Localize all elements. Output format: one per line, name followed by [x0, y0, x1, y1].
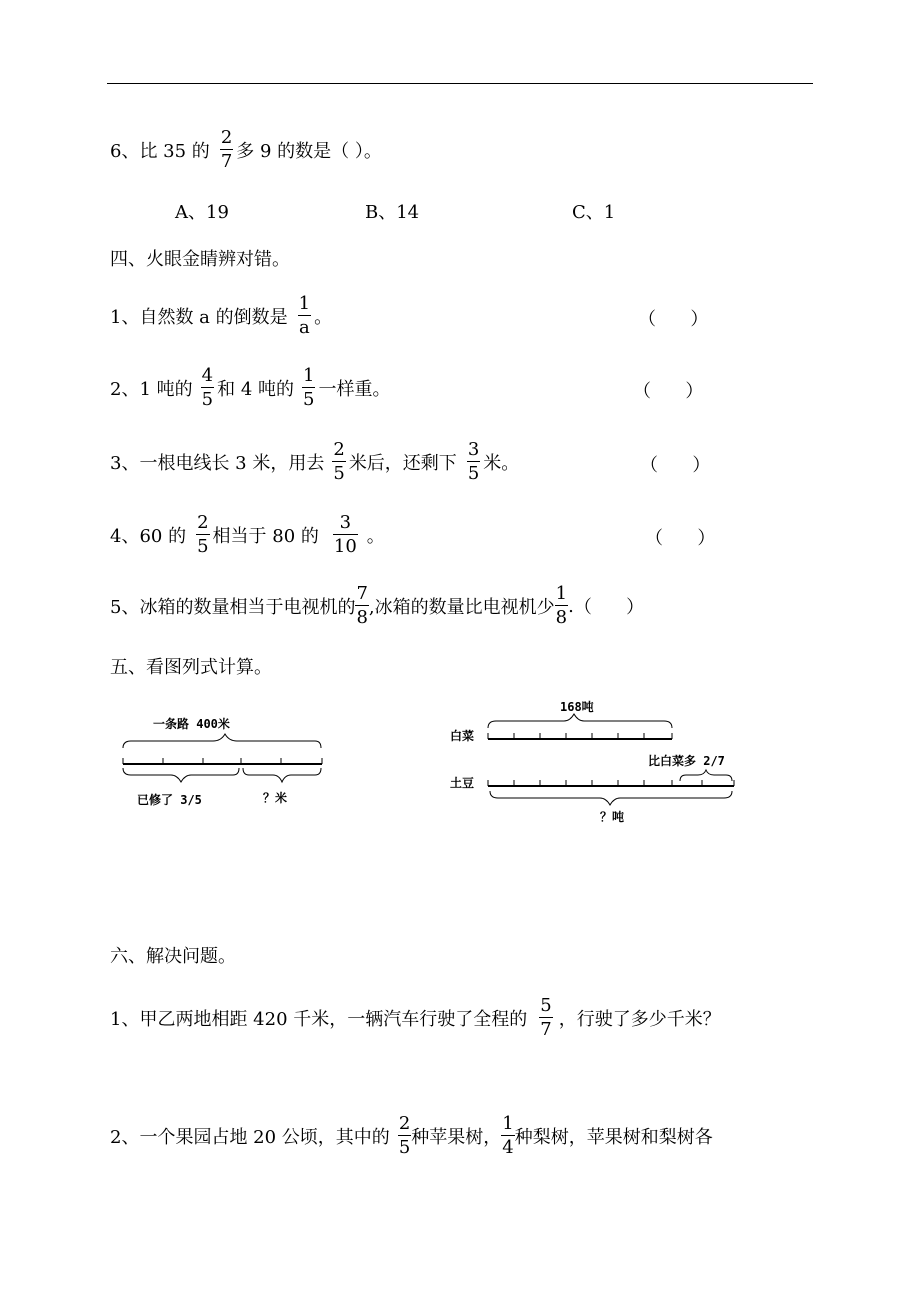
potato-row-label: 土豆	[450, 776, 475, 790]
road-remaining-label: ？米	[263, 791, 288, 805]
road-right-brace	[243, 768, 321, 782]
s4-5-text-b: ,冰箱的数量比电视机少	[368, 597, 555, 618]
s4-item-2	[110, 365, 391, 410]
s4-4-answer-paren: （ ）	[645, 528, 716, 549]
s4-2-frac2-num: 1	[303, 365, 315, 386]
s4-4-frac1-den: 5	[197, 536, 209, 557]
s4-item-4	[110, 512, 385, 557]
s6-2-text-b: 种苹果树，	[411, 1127, 502, 1148]
section-5-title: 五、看图列式计算。	[110, 657, 272, 678]
s4-1-frac-num: 1	[298, 293, 311, 314]
s4-4-text-c: 。	[366, 526, 385, 547]
s4-3-frac1-den: 5	[333, 463, 345, 484]
s4-5-frac1-num: 7	[356, 583, 368, 604]
s6-2-frac2-num: 1	[502, 1113, 514, 1134]
s4-1-frac-den: a	[299, 317, 310, 338]
road-repaired-label: 已修了 3/5	[137, 793, 202, 807]
s4-2-fraction-1	[201, 367, 214, 409]
s6-question-2	[110, 1113, 713, 1158]
road-left-brace	[123, 768, 239, 782]
q6-option-a: A、19	[175, 202, 229, 223]
s6-2-text-a: 2、一个果园占地 20 公顷，其中的	[110, 1127, 390, 1148]
s4-4-fraction-2	[333, 514, 358, 556]
s4-2-frac1-den: 5	[201, 389, 214, 410]
q6-text-post: 多 9 的数是（ ）。	[236, 141, 382, 162]
s4-3-answer-paren: （ ）	[640, 455, 711, 476]
s4-4-frac2-num: 3	[339, 512, 352, 533]
s6-2-fraction-1	[398, 1115, 411, 1157]
s4-4-frac1-num: 2	[197, 512, 209, 533]
diagram-road	[115, 700, 335, 815]
potato-extra-brace	[680, 770, 732, 781]
s4-5-text-c: .	[568, 595, 574, 617]
s4-5-frac2-den: 8	[555, 607, 568, 628]
potato-total-brace	[490, 791, 732, 805]
s4-4-text-a: 4、60 的	[110, 526, 187, 547]
s4-4-frac2-den: 10	[333, 536, 357, 557]
s4-1-text-b: 。	[314, 307, 333, 328]
cabbage-top-brace	[488, 714, 672, 728]
q6-frac-num: 2	[220, 127, 233, 148]
s6-2-frac1-num: 2	[398, 1113, 411, 1134]
s4-3-frac1-num: 2	[333, 439, 345, 460]
s4-4-text-b: 相当于 80 的	[212, 526, 319, 547]
s4-2-text-a: 2、1 吨的	[110, 379, 193, 400]
s6-2-fraction-2	[501, 1115, 514, 1157]
s4-3-frac2-num: 3	[467, 439, 480, 460]
s4-5-frac2-num: 1	[555, 583, 568, 604]
s6-question-1	[110, 995, 721, 1040]
s4-2-fraction-2	[302, 367, 315, 409]
q6-text-pre: 6、比 35 的	[110, 141, 210, 162]
s4-5-frac1-den: 8	[356, 607, 368, 628]
road-top-brace	[123, 734, 321, 748]
potato-extra-label: 比白菜多 2/7	[648, 754, 725, 768]
s4-item-5	[110, 583, 645, 628]
s4-5-fraction-1	[355, 585, 368, 627]
s6-1-text-a: 1、甲乙两地相距 420 千米，一辆汽车行驶了全程的	[110, 1009, 528, 1030]
cabbage-row-label: 白菜	[450, 729, 475, 743]
s6-1-frac-num: 5	[540, 995, 552, 1016]
s4-3-text-c: 米。	[483, 453, 520, 474]
header-rule	[107, 83, 813, 84]
s4-3-fraction-1	[332, 441, 345, 483]
q6-frac-den: 7	[220, 151, 233, 172]
s4-item-1	[110, 293, 333, 338]
s4-3-frac2-den: 5	[467, 463, 480, 484]
s4-5-answer-paren: （ ）	[573, 597, 645, 618]
s4-5-text-a: 5、冰箱的数量相当于电视机的	[110, 597, 356, 618]
section-6-title: 六、解决问题。	[110, 946, 236, 967]
s4-3-text-a: 3、一根电线长 3 米，用去	[110, 453, 325, 474]
section-4-title: 四、火眼金睛辨对错。	[110, 249, 290, 270]
s6-1-text-b: ，行驶了多少千米？	[558, 1009, 721, 1030]
s4-item-3	[110, 439, 520, 484]
s6-2-frac2-den: 4	[502, 1137, 514, 1158]
diagram-vegetables	[440, 690, 760, 830]
s4-2-text-b: 和 4 吨的	[217, 379, 294, 400]
s6-1-fraction	[539, 997, 552, 1039]
s4-2-text-c: 一样重。	[318, 379, 391, 400]
s4-2-answer-paren: （ ）	[633, 381, 704, 402]
s4-3-fraction-2	[467, 441, 480, 483]
s6-2-frac1-den: 5	[398, 1137, 411, 1158]
road-total-label: 一条路 400米	[153, 717, 230, 731]
s4-1-answer-paren: （ ）	[638, 309, 709, 330]
q6-option-c: C、1	[572, 202, 616, 223]
s4-4-fraction-1	[196, 514, 209, 556]
s4-1-text-a: 1、自然数 a 的倒数是	[110, 307, 288, 328]
potato-total-label: ？吨	[600, 810, 625, 824]
s4-3-text-b: 米后，还剩下	[348, 453, 457, 474]
cabbage-total-label: 168吨	[560, 700, 594, 714]
q6-option-b: B、14	[365, 202, 420, 223]
s4-5-fraction-2	[555, 585, 568, 627]
s4-1-fraction	[298, 295, 311, 337]
s6-1-frac-den: 7	[540, 1019, 552, 1040]
q6-fraction	[220, 129, 233, 171]
s6-2-text-c: 种梨树，苹果树和梨树各	[514, 1127, 713, 1148]
question-6	[110, 127, 382, 172]
s4-2-frac1-num: 4	[201, 365, 214, 386]
s4-2-frac2-den: 5	[303, 389, 315, 410]
